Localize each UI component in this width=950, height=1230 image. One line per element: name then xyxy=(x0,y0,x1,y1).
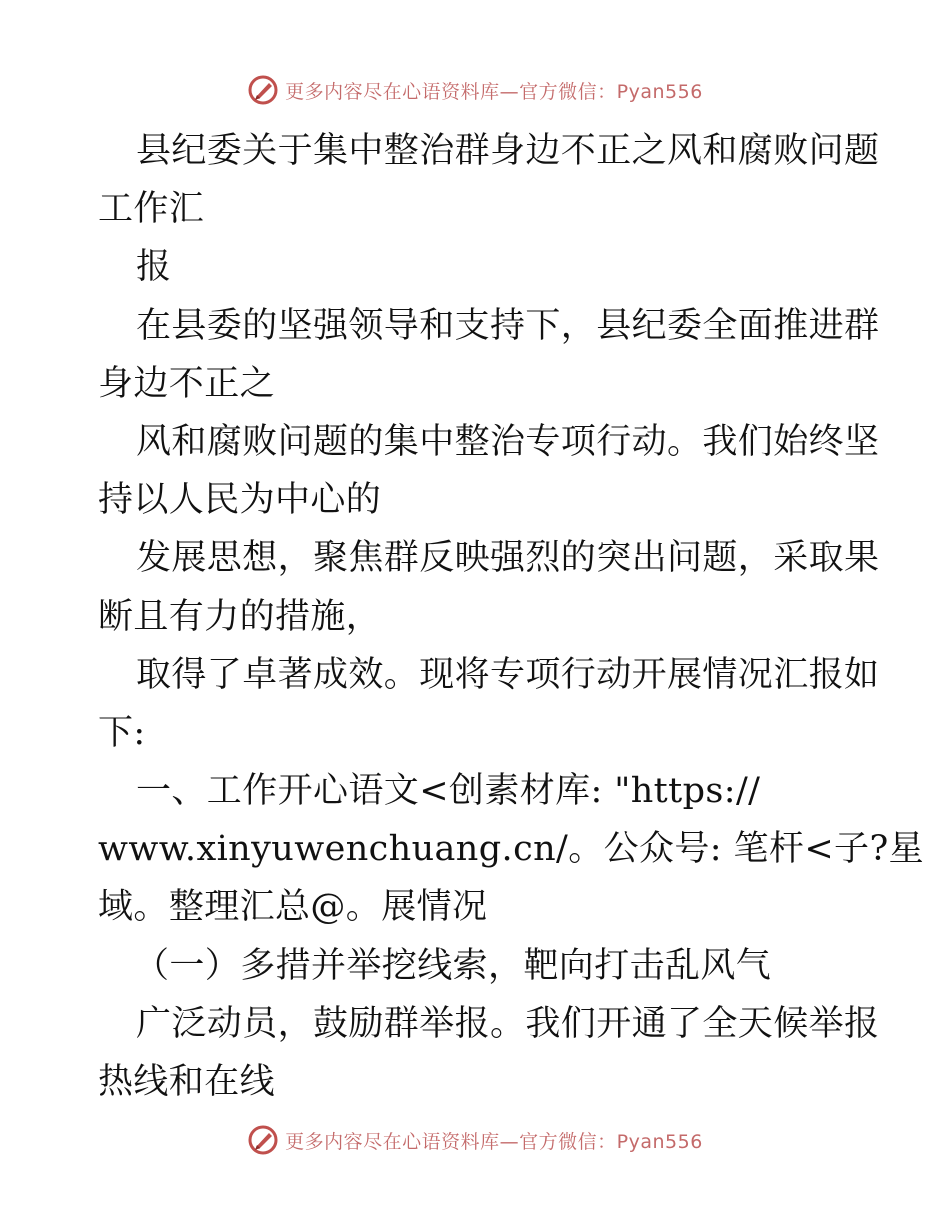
doc-line: 下: xyxy=(98,712,146,753)
doc-line: 域。整理汇总@。展情况 xyxy=(98,887,488,928)
document-body xyxy=(98,122,925,1111)
doc-line: 报 xyxy=(136,247,172,288)
doc-line: 工作汇 xyxy=(98,189,205,230)
doc-line: 持以人民为中心的 xyxy=(98,480,382,521)
doc-line: 在县委的坚强领导和支持下，县纪委全面推进群 xyxy=(136,305,880,346)
doc-line: 断且有力的措施， xyxy=(98,596,382,637)
pen-logo-icon xyxy=(247,1124,279,1156)
footer-banner-text: 更多内容尽在心语资料库—官方微信：Pyan556 xyxy=(285,1130,703,1153)
footer-banner xyxy=(0,1120,950,1160)
doc-line: 广泛动员，鼓励群举报。我们开通了全天候举报 xyxy=(136,1003,880,1044)
doc-line: 取得了卓著成效。现将专项行动开展情况汇报如 xyxy=(136,654,880,695)
doc-line: 风和腐败问题的集中整治专项行动。我们始终坚 xyxy=(136,421,880,462)
doc-line: www.xinyuwenchuang.cn/。公众号: 笔杆<子?星 xyxy=(98,829,925,870)
doc-line: 热线和在线 xyxy=(98,1062,276,1102)
pen-logo-icon xyxy=(247,74,279,106)
doc-line: 县纪委关于集中整治群身边不正之风和腐败问题 xyxy=(136,131,880,171)
doc-line: 一、工作开心语文<创素材库: "https:// xyxy=(136,771,761,812)
doc-line: 身边不正之 xyxy=(98,363,276,404)
header-banner xyxy=(0,70,950,110)
doc-line: 发展思想，聚焦群反映强烈的突出问题，采取果 xyxy=(136,538,880,579)
section-heading: （一）多措并举挖线索，靶向打击乱风气 xyxy=(134,945,772,986)
header-banner-text: 更多内容尽在心语资料库—官方微信：Pyan556 xyxy=(285,80,703,103)
